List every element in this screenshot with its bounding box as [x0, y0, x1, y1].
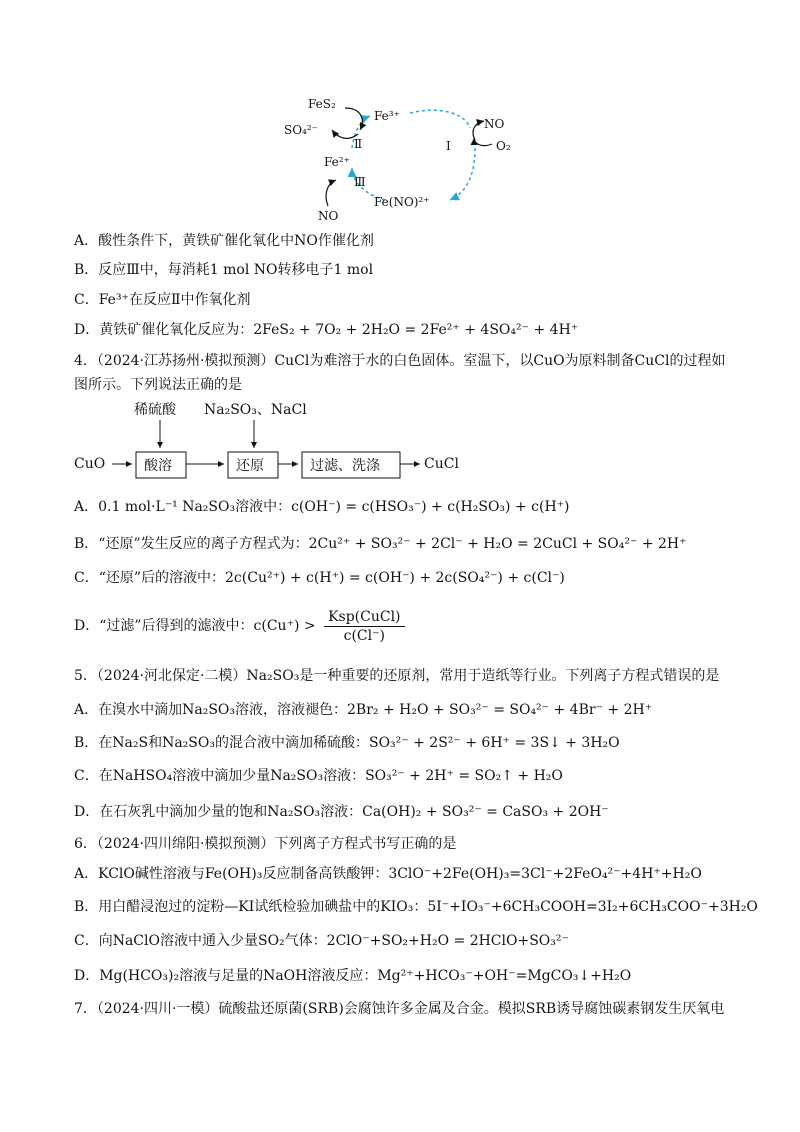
q6-option-d: D．Mg(HCO₃)₂溶液与足量的NaOH溶液反应：Mg²⁺+HCO₃⁻+OH⁻=MgCO₃↓+H₂O	[74, 968, 632, 984]
label-III: Ⅲ	[354, 175, 366, 189]
arrow-no-in-III	[326, 180, 336, 206]
q5-option-b: B．在Na₂S和Na₂SO₃的混合液中滴加稀硫酸：SO₃²⁻ + 2S²⁻ + 6H⁺ = 3S↓ + 3H₂O	[74, 735, 620, 751]
q5-stem: 5．（2024·河北保定·二模）Na₂SO₃是一种重要的还原剂，常用于造纸等行业。下列离子方程式错误的是	[74, 668, 720, 684]
q4-option-d-prefix: D．“过滤”后得到的滤液中：c(Cu⁺) >	[74, 618, 316, 634]
flow-reagent-1: 稀硫酸	[134, 402, 176, 418]
label-o2: O₂	[496, 139, 511, 153]
q3-option-a: A．酸性条件下，黄铁矿催化氧化中NO作催化剂	[74, 233, 374, 249]
arrow-no-in-I	[473, 121, 484, 140]
q4-option-b: B．“还原”发生反应的离子方程式为：2Cu²⁺ + SO₃²⁻ + 2Cl⁻ + H₂O = 2CuCl + SO₄²⁻ + 2H⁺	[74, 536, 687, 552]
flow-step-2: 还原	[236, 458, 264, 474]
cycle-arc-I-bottom	[450, 148, 475, 200]
q5-option-d: D．在石灰乳中滴加少量的饱和Na₂SO₃溶液：Ca(OH)₂ + SO₃²⁻ = CaSO₃ + 2OH⁻	[74, 804, 609, 820]
label-so4: SO₄²⁻	[284, 123, 319, 137]
cucl-flowchart	[74, 396, 494, 486]
q6-option-b: B．用白醋浸泡过的淀粉—KI试纸检验加碘盐中的KIO₃：5I⁻+IO₃⁻+6CH₃COOH=3I₂+6CH₃COO⁻+3H₂O	[74, 899, 758, 915]
q4-option-d	[74, 606, 405, 646]
flow-product: CuCl	[424, 456, 459, 472]
fraction-numerator: Ksp(CuCl)	[324, 608, 404, 627]
arrow-o2-in-I	[474, 138, 492, 146]
q4-option-c: C．“还原”后的溶液中：2c(Cu²⁺) + c(H⁺) = c(OH⁻) + 2c(SO₄²⁻) + c(Cl⁻)	[74, 570, 565, 586]
q7-stem: 7．（2024·四川·一模）硫酸盐还原菌(SRB)会腐蚀许多金属及合金。模拟SRB诱导腐蚀碳素钢发生厌氧电	[74, 1001, 725, 1017]
label-II: Ⅱ	[354, 137, 363, 151]
label-I: Ⅰ	[446, 139, 451, 153]
arrow-fes2-in	[345, 108, 362, 130]
cycle-arc-I-top	[410, 110, 470, 128]
q3-option-b: B．反应Ⅲ中，每消耗1 mol NO转移电子1 mol	[74, 262, 374, 278]
q6-option-a: A．KClO碱性溶液与Fe(OH)₃反应制备高铁酸钾：3ClO⁻+2Fe(OH)₃=3Cl⁻+2FeO₄²⁻+4H⁺+H₂O	[74, 866, 702, 882]
q6-option-c: C．向NaClO溶液中通入少量SO₂气体：2ClO⁻+SO₂+H₂O = 2HClO+SO₃²⁻	[74, 933, 569, 949]
fraction-denominator: c(Cl⁻)	[343, 627, 385, 644]
label-no-bottom: NO	[318, 209, 339, 223]
q3-option-d: D．黄铁矿催化氧化反应为：2FeS₂ + 7O₂ + 2H₂O = 2Fe²⁺ + 4SO₄²⁻ + 4H⁺	[74, 322, 579, 338]
flow-reagent-2: Na₂SO₃、NaCl	[204, 402, 307, 418]
label-fe2: Fe²⁺	[324, 155, 350, 169]
q3-option-c: C．Fe³⁺在反应Ⅱ中作氧化剂	[74, 292, 251, 308]
q6-stem: 6．（2024·四川绵阳·模拟预测）下列离子方程式书写正确的是	[74, 836, 457, 852]
q4-option-a: A．0.1 mol·L⁻¹ Na₂SO₃溶液中：c(OH⁻) = c(HSO₃⁻) + c(H₂SO₃) + c(H⁺)	[74, 499, 570, 515]
q4-option-d-fraction	[324, 608, 404, 645]
reaction-cycle-diagram	[270, 88, 570, 238]
label-fes2: FeS₂	[308, 97, 336, 111]
q5-option-c: C．在NaHSO₄溶液中滴加少量Na₂SO₃溶液：SO₃²⁻ + 2H⁺ = SO₂↑ + H₂O	[74, 768, 563, 784]
label-feno: Fe(NO)²⁺	[374, 195, 430, 209]
label-fe3: Fe³⁺	[374, 109, 400, 123]
flow-step-3: 过滤、洗涤	[310, 458, 380, 474]
label-no-top: NO	[484, 117, 505, 131]
q4-stem: 4．（2024·江苏扬州·模拟预测）CuCl为难溶于水的白色固体。室温下，以CuO为原料制备CuCl的过程如图所示。下列说法正确的是	[74, 353, 726, 393]
q5-option-a: A．在溴水中滴加Na₂SO₃溶液，溶液褪色：2Br₂ + H₂O + SO₃²⁻ = SO₄²⁻ + 4Br⁻ + 2H⁺	[74, 702, 653, 718]
flow-step-1: 酸溶	[144, 458, 172, 474]
flow-start: CuO	[74, 456, 106, 472]
